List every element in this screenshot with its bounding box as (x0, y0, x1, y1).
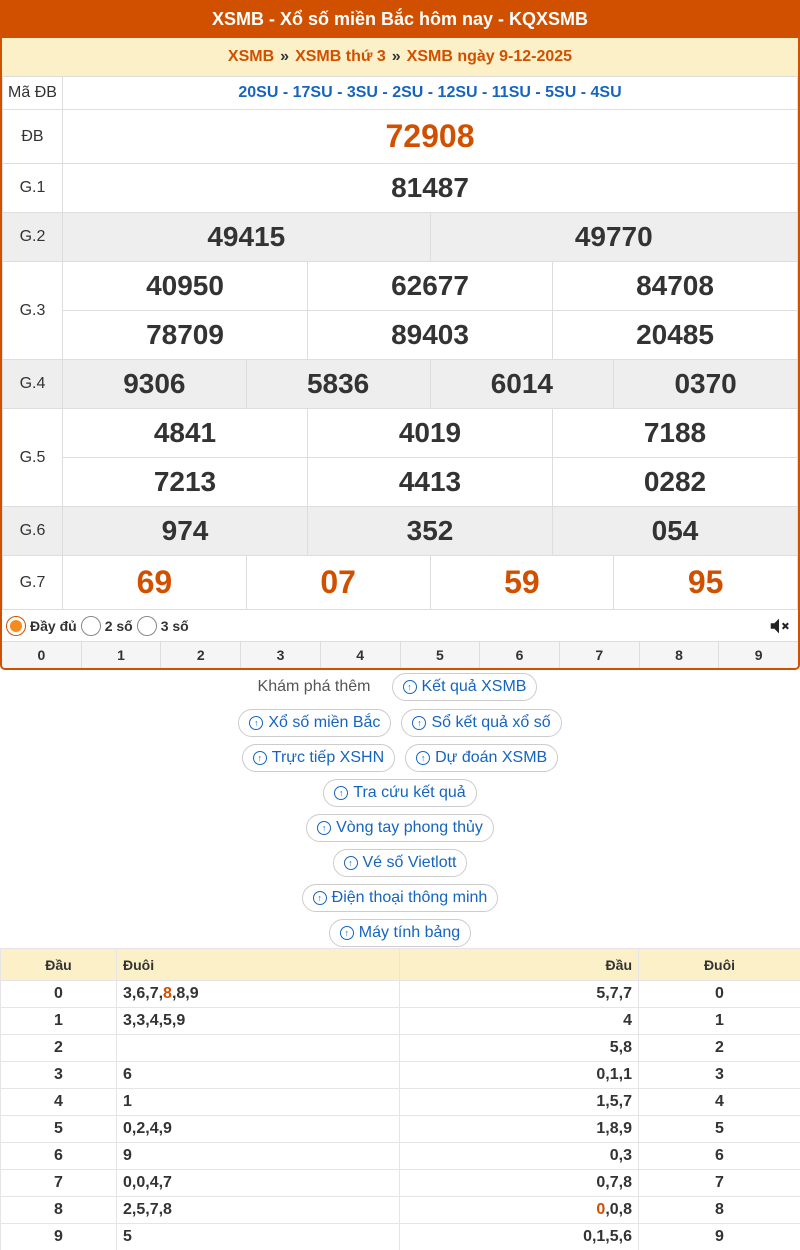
loto-value: 5,7,7 (596, 985, 632, 1002)
table-row (1, 1008, 800, 1035)
option-three-label: 3 số (160, 617, 189, 634)
loto-tail-digit (639, 1035, 800, 1062)
radio-three-digits[interactable] (137, 616, 157, 636)
prize-g6-number: 974 (63, 507, 308, 556)
loto-heads (400, 1008, 639, 1035)
loto-value: 4 (623, 1012, 632, 1029)
digit-button[interactable]: 8 (640, 642, 720, 668)
loto-head-digit (1, 1197, 117, 1224)
loto-heads (400, 1143, 639, 1170)
explore-label: Khám phá thêm (257, 678, 371, 695)
digit-button[interactable]: 7 (560, 642, 640, 668)
loto-value: 0 (715, 985, 724, 1002)
prize-label-g7: G.7 (3, 556, 63, 610)
prize-g5-number: 4841 (63, 409, 308, 458)
loto-value: 1,8,9 (596, 1120, 632, 1137)
prize-g2-number: 49415 (63, 213, 431, 262)
loto-value: 5 (54, 1120, 63, 1137)
prize-g3-number: 40950 (63, 262, 308, 311)
loto-heads (400, 1062, 639, 1089)
loto-header-head: Đầu (1, 949, 117, 981)
loto-head-digit (1, 1170, 117, 1197)
prize-g7-number: 69 (63, 556, 247, 610)
loto-value: 0,7,8 (596, 1174, 632, 1191)
breadcrumb (2, 38, 798, 76)
loto-tail-digit (639, 1008, 800, 1035)
loto-heads (400, 1170, 639, 1197)
table-row (1, 1035, 800, 1062)
radio-two-digits[interactable] (81, 616, 101, 636)
loto-value: 9 (715, 1228, 724, 1245)
results-table (2, 76, 798, 610)
loto-value: 2 (715, 1039, 724, 1056)
loto-tails (117, 1035, 400, 1062)
breadcrumb-link-weekday[interactable]: XSMB thứ 3 (295, 48, 386, 65)
loto-value: 7 (715, 1174, 724, 1191)
arrow-up-circle-icon: ↑ (334, 786, 348, 800)
digit-button[interactable]: 4 (321, 642, 401, 668)
prize-g4-number: 6014 (430, 360, 614, 409)
table-row (1, 1143, 800, 1170)
digit-button[interactable]: 6 (480, 642, 560, 668)
table-row (1, 1197, 800, 1224)
explore-link[interactable] (405, 744, 558, 772)
explore-link-label: Vòng tay phong thủy (336, 819, 483, 836)
loto-value: 5 (715, 1120, 724, 1137)
prize-label-g5: G.5 (3, 409, 63, 507)
loto-header-tail: Đuôi (117, 949, 400, 981)
loto-value: 0,1,1 (596, 1066, 632, 1083)
arrow-up-circle-icon: ↑ (253, 751, 267, 765)
prize-label-g4: G.4 (3, 360, 63, 409)
prize-g3-number: 20485 (553, 311, 798, 360)
loto-heads (400, 981, 639, 1008)
digit-button[interactable]: 3 (241, 642, 321, 668)
arrow-up-circle-icon: ↑ (313, 891, 327, 905)
digit-button[interactable]: 5 (401, 642, 481, 668)
prize-g7-number: 95 (614, 556, 798, 610)
option-two-label: 2 số (104, 617, 133, 634)
loto-value: 3,6,7, (123, 985, 164, 1002)
loto-value: 9 (123, 1147, 132, 1164)
loto-head-digit (1, 1089, 117, 1116)
prize-db: 72908 (63, 110, 798, 164)
loto-head-digit (1, 1008, 117, 1035)
option-full[interactable] (6, 616, 77, 636)
loto-head-digit (1, 1224, 117, 1250)
loto-heads (400, 1116, 639, 1143)
loto-head-digit (1, 1062, 117, 1089)
loto-tails (117, 1089, 400, 1116)
prize-g5-number: 0282 (553, 458, 798, 507)
loto-value: 3 (715, 1066, 724, 1083)
prize-g5-number: 4413 (308, 458, 553, 507)
loto-tails (117, 1143, 400, 1170)
prize-g4-number: 0370 (614, 360, 798, 409)
prize-g5-number: 7188 (553, 409, 798, 458)
loto-tail-digit (639, 1089, 800, 1116)
loto-tail-digit (639, 1143, 800, 1170)
loto-heads (400, 1224, 639, 1250)
prize-g7-number: 59 (430, 556, 614, 610)
madb-label: Mã ĐB (3, 77, 63, 110)
explore-link-label: Trực tiếp XSHN (271, 749, 385, 766)
loto-value: 6 (715, 1147, 724, 1164)
explore-link[interactable] (323, 779, 476, 807)
table-row (1, 1116, 800, 1143)
loto-value: 0,1,5,6 (583, 1228, 632, 1245)
loto-value: 2,5,7,8 (123, 1201, 172, 1218)
mute-icon[interactable] (768, 615, 790, 637)
prize-g5-number: 7213 (63, 458, 308, 507)
loto-value: 5,8 (609, 1039, 632, 1056)
loto-heads (400, 1197, 639, 1224)
explore-link-label: Điện thoại thông minh (331, 889, 488, 906)
prize-g4-number: 9306 (63, 360, 247, 409)
digit-button[interactable]: 2 (161, 642, 241, 668)
loto-tail-digit (639, 1170, 800, 1197)
results-box (0, 38, 800, 670)
digit-button[interactable]: 0 (2, 642, 82, 668)
loto-value: 1 (123, 1093, 132, 1110)
loto-header-head: Đầu (400, 949, 639, 981)
prize-g1: 81487 (63, 164, 798, 213)
loto-tails (117, 1224, 400, 1250)
prize-label-g3: G.3 (3, 262, 63, 360)
digit-button[interactable]: 9 (719, 642, 798, 668)
arrow-up-circle-icon: ↑ (340, 926, 354, 940)
loto-head-digit (1, 1143, 117, 1170)
arrow-up-circle-icon: ↑ (317, 821, 331, 835)
breadcrumb-link-xsmb[interactable]: XSMB (227, 48, 275, 65)
prize-label-g6: G.6 (3, 507, 63, 556)
loto-value: 7 (54, 1174, 63, 1191)
explore-link[interactable] (392, 673, 538, 701)
loto-tail-digit (639, 1062, 800, 1089)
loto-heads (400, 1035, 639, 1062)
loto-tail-digit (639, 1197, 800, 1224)
table-row (1, 1224, 800, 1250)
arrow-up-circle-icon: ↑ (403, 680, 417, 694)
prize-g3-number: 78709 (63, 311, 308, 360)
explore-link[interactable] (242, 744, 395, 772)
loto-tail-digit (639, 1116, 800, 1143)
table-row (1, 1089, 800, 1116)
explore-link-label: Máy tính bảng (358, 924, 461, 941)
loto-value: 1,5,7 (596, 1093, 632, 1110)
page-header (0, 0, 800, 38)
option-full-label: Đầy đủ (30, 617, 77, 634)
breadcrumb-sep: » (280, 48, 290, 65)
loto-value: 3 (54, 1066, 63, 1083)
loto-highlight: 8 (163, 985, 172, 1002)
loto-value: 9 (54, 1228, 63, 1245)
loto-value: 6 (123, 1066, 132, 1083)
table-row (1, 981, 800, 1008)
option-two-digits[interactable] (81, 616, 133, 636)
loto-value: 8 (54, 1201, 63, 1218)
explore-link-label: Dự đoán XSMB (435, 749, 548, 766)
loto-head-digit (1, 1035, 117, 1062)
prize-g6-number: 352 (308, 507, 553, 556)
loto-head-digit (1, 981, 117, 1008)
digit-button[interactable]: 1 (82, 642, 162, 668)
loto-header-tail: Đuôi (639, 949, 800, 981)
explore-link[interactable] (238, 709, 391, 737)
loto-value: 0,3 (609, 1147, 632, 1164)
loto-tail-digit (639, 1224, 800, 1250)
explore-link-label: Xổ số miền Bắc (268, 714, 381, 731)
loto-value: 4 (715, 1093, 724, 1110)
loto-value: 6 (54, 1147, 63, 1164)
prize-label-g1: G.1 (3, 164, 63, 213)
explore-link[interactable] (306, 814, 494, 842)
loto-value: 0 (54, 985, 63, 1002)
prize-g4-number: 5836 (246, 360, 430, 409)
prize-g3-number: 84708 (553, 262, 798, 311)
loto-value: 1 (54, 1012, 63, 1029)
explore-link[interactable] (333, 849, 468, 877)
option-three-digits[interactable] (137, 616, 189, 636)
explore-link-label: Vé số Vietlott (362, 854, 457, 871)
loto-value: 1 (715, 1012, 724, 1029)
loto-value: 5 (123, 1228, 132, 1245)
madb-codes: 20SU - 17SU - 3SU - 2SU - 12SU - 11SU - 5SU - 4SU (63, 77, 798, 110)
arrow-up-circle-icon: ↑ (249, 716, 263, 730)
explore-link[interactable] (329, 919, 471, 947)
prize-g6-number: 054 (553, 507, 798, 556)
table-row (1, 1062, 800, 1089)
loto-table (0, 948, 800, 1250)
table-row (1, 1170, 800, 1197)
loto-value: 4 (54, 1093, 63, 1110)
breadcrumb-sep: » (391, 48, 401, 65)
arrow-up-circle-icon: ↑ (412, 716, 426, 730)
explore-link-label: Tra cứu kết quả (353, 784, 466, 801)
loto-value: 2 (54, 1039, 63, 1056)
loto-tails (117, 1062, 400, 1089)
explore-link[interactable] (401, 709, 561, 737)
loto-heads (400, 1089, 639, 1116)
digit-filter (2, 642, 798, 668)
explore-link-label: Kết quả XSMB (421, 678, 527, 695)
arrow-up-circle-icon: ↑ (344, 856, 358, 870)
prize-label-g2: G.2 (3, 213, 63, 262)
loto-value: 3,3,4,5,9 (123, 1012, 186, 1029)
prize-g5-number: 4019 (308, 409, 553, 458)
radio-full[interactable] (6, 616, 26, 636)
loto-highlight: 0 (596, 1201, 606, 1218)
display-options (2, 610, 798, 642)
loto-tails (117, 981, 400, 1008)
prize-g3-number: 62677 (308, 262, 553, 311)
loto-tail-digit (639, 981, 800, 1008)
loto-tails (117, 1008, 400, 1035)
explore-link[interactable] (302, 884, 499, 912)
loto-value: ,0,8 (605, 1201, 632, 1218)
loto-value: 8 (715, 1201, 724, 1218)
explore-link-label: Sổ kết quả xổ số (431, 714, 551, 731)
loto-head-digit (1, 1116, 117, 1143)
prize-g2-number: 49770 (430, 213, 798, 262)
breadcrumb-link-date[interactable]: XSMB ngày 9-12-2025 (406, 48, 573, 65)
arrow-up-circle-icon: ↑ (416, 751, 430, 765)
prize-g7-number: 07 (246, 556, 430, 610)
loto-tails (117, 1170, 400, 1197)
loto-value: ,8,9 (171, 985, 199, 1002)
prize-g3-number: 89403 (308, 311, 553, 360)
prize-label-db: ĐB (3, 110, 63, 164)
loto-value: 0,2,4,9 (123, 1120, 172, 1137)
loto-tails (117, 1197, 400, 1224)
loto-value: 0,0,4,7 (123, 1174, 172, 1191)
page-title: XSMB - Xổ số miền Bắc hôm nay - KQXSMB (211, 8, 589, 29)
loto-tails (117, 1116, 400, 1143)
